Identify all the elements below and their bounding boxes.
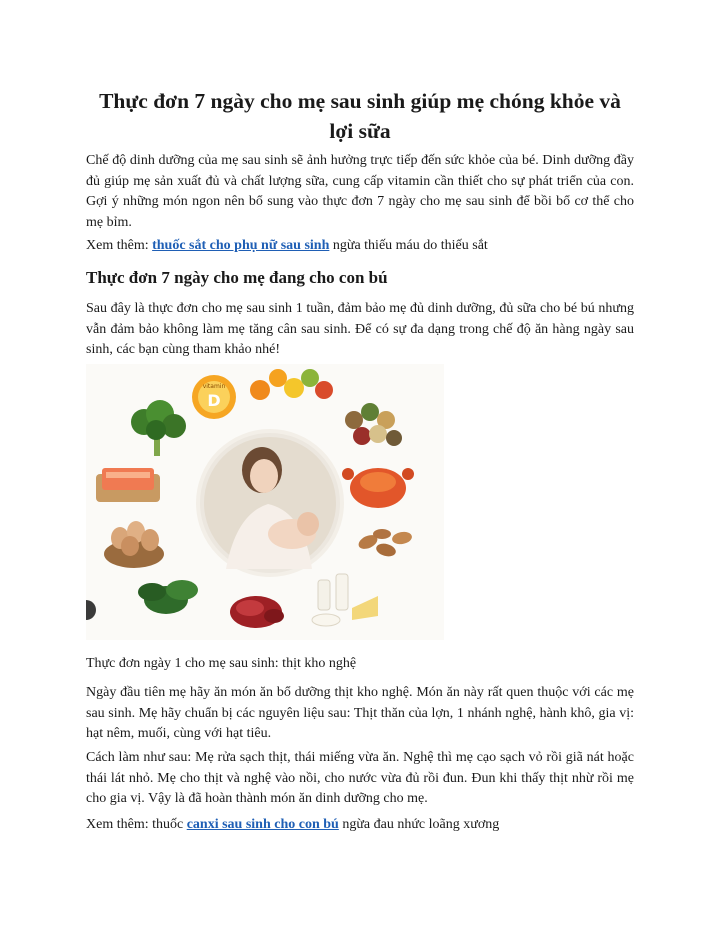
- see-also-calcium-suffix: ngừa đau nhức loãng xương: [338, 817, 500, 832]
- section-heading: Thực đơn 7 ngày cho mẹ đang cho con bú: [86, 268, 388, 287]
- vitamin-d-illustration: [192, 375, 236, 419]
- see-also-iron-suffix: ngừa thiếu máu do thiếu sắt: [329, 238, 488, 253]
- svg-text:D: D: [207, 391, 221, 410]
- day1-heading: Thực đơn ngày 1 cho mẹ sau sinh: thịt kho nghệ: [86, 656, 357, 671]
- section-intro-paragraph: Sau đây là thực đơn cho mẹ sau sinh 1 tuần, đảm bảo mẹ đủ dinh dưỡng, đủ sữa cho bé bú nhưng vẫn đảm bảo không làm mẹ tăng cân sau sinh. Để có sự đa dạng trong chế độ ăn hàng ngày sau sinh, các bạn cùng tham khảo nhé!: [86, 301, 634, 357]
- intro-paragraph: Chế độ dinh dưỡng của mẹ sau sinh sẽ ảnh hưởng trực tiếp đến sức khỏe của bé. Dinh dưỡng đầy đủ giúp mẹ sản xuất đủ và chất lượng sữa, cung cấp vitamin cần thiết cho sự phát triển của con. Gợi ý những món ngon nên bổ sung vào thực đơn 7 ngày cho mẹ sau sinh để bồi bổ cơ thể cho mẹ bỉm.: [86, 153, 634, 230]
- day1-method-paragraph: Cách làm như sau: Mẹ rửa sạch thịt, thái miếng vừa ăn. Nghệ thì mẹ cạo sạch vỏ rồi giã nát hoặc thái lát nhỏ. Mẹ cho thịt và nghệ vào nồi, cho nước vừa đủ rồi đun. Đun khi thấy thịt nhừ rồi mẹ cho gia vị. Vậy là đã hoàn thành món ăn dinh dưỡng cho mẹ.: [86, 750, 634, 806]
- see-also-calcium-prefix: Xem thêm: thuốc: [86, 817, 187, 832]
- see-also-iron: [86, 236, 634, 257]
- page-title: Thực đơn 7 ngày cho mẹ sau sinh giúp mẹ chóng khỏe và lợi sữa: [99, 89, 621, 143]
- postpartum-foods-image: [86, 364, 444, 640]
- day1-ingredients-paragraph: Ngày đầu tiên mẹ hãy ăn món ăn bổ dưỡng thịt kho nghệ. Món ăn này rất quen thuộc với các mẹ sau sinh. Mẹ hãy chuẩn bị các nguyên liệu sau: Thịt thăn của lợn, 1 nhánh nghệ, hành khô, gia vị: hạt nêm, muối, cùng với hạt tiêu.: [86, 685, 634, 741]
- iron-supplement-link[interactable]: thuốc sắt cho phụ nữ sau sinh: [152, 238, 330, 253]
- calcium-supplement-link[interactable]: canxi sau sinh cho con bú: [186, 817, 339, 832]
- svg-text:vitamin: vitamin: [202, 383, 226, 390]
- see-also-calcium: [86, 815, 634, 836]
- see-also-iron-prefix: Xem thêm:: [86, 238, 153, 253]
